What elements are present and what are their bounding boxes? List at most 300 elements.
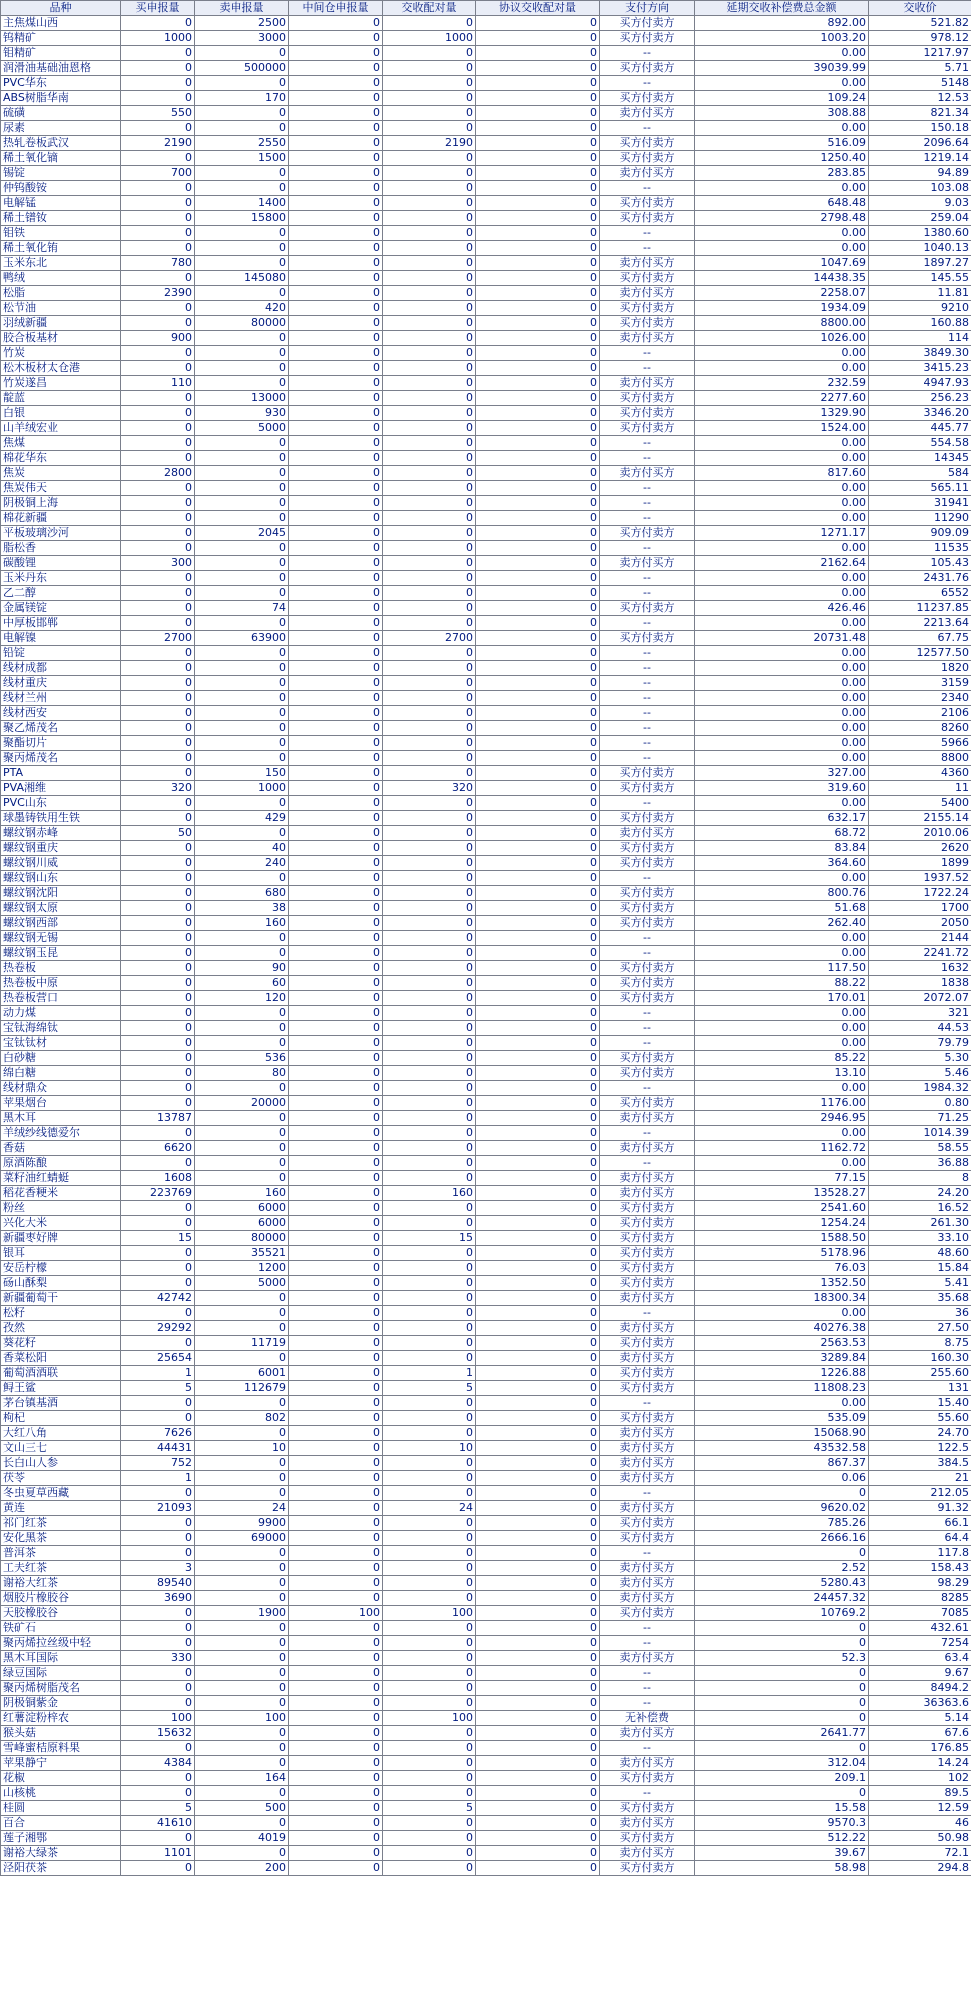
payment-direction-cell: --	[600, 1696, 695, 1711]
sell-declared-cell: 0	[195, 736, 289, 751]
variety-cell: 原酒陈酿	[1, 1156, 121, 1171]
agreement-matched-cell: 0	[476, 1681, 600, 1696]
header-buy-declared: 买申报量	[121, 1, 195, 16]
buy-declared-cell: 0	[121, 1666, 195, 1681]
variety-cell: 稀土氧化镝	[1, 151, 121, 166]
deferred-compensation-cell: 5178.96	[695, 1246, 869, 1261]
table-row	[1, 721, 971, 736]
payment-direction-cell: --	[600, 646, 695, 661]
matched-qty-cell: 0	[383, 676, 476, 691]
sell-declared-cell: 1200	[195, 1261, 289, 1276]
agreement-matched-cell: 0	[476, 766, 600, 781]
agreement-matched-cell: 0	[476, 61, 600, 76]
table-row	[1, 511, 971, 526]
deferred-compensation-cell: 2563.53	[695, 1336, 869, 1351]
delivery-price-cell: 909.09	[869, 526, 971, 541]
agreement-matched-cell: 0	[476, 436, 600, 451]
table-row	[1, 346, 971, 361]
delivery-price-cell: 4947.93	[869, 376, 971, 391]
agreement-matched-cell: 0	[476, 166, 600, 181]
sell-declared-cell: 0	[195, 181, 289, 196]
sell-declared-cell: 0	[195, 1681, 289, 1696]
delivery-price-cell: 160.30	[869, 1351, 971, 1366]
payment-direction-cell: 买方付卖方	[600, 91, 695, 106]
buy-declared-cell: 0	[121, 181, 195, 196]
matched-qty-cell: 0	[383, 1486, 476, 1501]
sell-declared-cell: 100	[195, 1711, 289, 1726]
deferred-compensation-cell: 0.00	[695, 46, 869, 61]
payment-direction-cell: --	[600, 1666, 695, 1681]
payment-direction-cell: 买方付卖方	[600, 316, 695, 331]
payment-direction-cell: 卖方付买方	[600, 1591, 695, 1606]
variety-cell: 焦炭伟天	[1, 481, 121, 496]
variety-cell: 平板玻璃沙河	[1, 526, 121, 541]
variety-cell: 棉花华东	[1, 451, 121, 466]
deferred-compensation-cell: 1934.09	[695, 301, 869, 316]
deferred-compensation-cell: 2258.07	[695, 286, 869, 301]
agreement-matched-cell: 0	[476, 136, 600, 151]
intermediate-declared-cell: 0	[289, 1696, 383, 1711]
buy-declared-cell: 0	[121, 421, 195, 436]
variety-cell: 烟胶片橡胶谷	[1, 1591, 121, 1606]
table-row	[1, 316, 971, 331]
variety-cell: 聚丙烯拉丝级中轻	[1, 1636, 121, 1651]
table-row	[1, 781, 971, 796]
buy-declared-cell: 1	[121, 1471, 195, 1486]
sell-declared-cell: 0	[195, 1651, 289, 1666]
matched-qty-cell: 0	[383, 826, 476, 841]
deferred-compensation-cell: 0.00	[695, 1396, 869, 1411]
variety-cell: 新疆枣好牌	[1, 1231, 121, 1246]
sell-declared-cell: 164	[195, 1771, 289, 1786]
table-row	[1, 676, 971, 691]
delivery-price-cell: 46	[869, 1816, 971, 1831]
delivery-price-cell: 160.88	[869, 316, 971, 331]
sell-declared-cell: 1000	[195, 781, 289, 796]
matched-qty-cell: 0	[383, 481, 476, 496]
matched-qty-cell: 0	[383, 391, 476, 406]
intermediate-declared-cell: 0	[289, 751, 383, 766]
sell-declared-cell: 200	[195, 1861, 289, 1876]
agreement-matched-cell: 0	[476, 181, 600, 196]
deferred-compensation-cell: 0.00	[695, 346, 869, 361]
intermediate-declared-cell: 0	[289, 1756, 383, 1771]
buy-declared-cell: 700	[121, 166, 195, 181]
buy-declared-cell: 42742	[121, 1291, 195, 1306]
matched-qty-cell: 1000	[383, 31, 476, 46]
buy-declared-cell: 0	[121, 1336, 195, 1351]
table-row	[1, 1231, 971, 1246]
variety-cell: 稻花香粳米	[1, 1186, 121, 1201]
buy-declared-cell: 0	[121, 316, 195, 331]
delivery-price-cell: 212.05	[869, 1486, 971, 1501]
delivery-price-cell: 91.32	[869, 1501, 971, 1516]
payment-direction-cell: 买方付卖方	[600, 1261, 695, 1276]
deferred-compensation-cell: 0.00	[695, 76, 869, 91]
matched-qty-cell: 0	[383, 256, 476, 271]
table-row	[1, 151, 971, 166]
buy-declared-cell: 0	[121, 916, 195, 931]
sell-declared-cell: 0	[195, 286, 289, 301]
variety-cell: 葵花籽	[1, 1336, 121, 1351]
buy-declared-cell: 0	[121, 46, 195, 61]
delivery-price-cell: 2213.64	[869, 616, 971, 631]
payment-direction-cell: 买方付卖方	[600, 526, 695, 541]
buy-declared-cell: 752	[121, 1456, 195, 1471]
variety-cell: 绿豆国际	[1, 1666, 121, 1681]
buy-declared-cell: 2390	[121, 286, 195, 301]
intermediate-declared-cell: 0	[289, 121, 383, 136]
agreement-matched-cell: 0	[476, 481, 600, 496]
delivery-price-cell: 565.11	[869, 481, 971, 496]
delivery-price-cell: 24.70	[869, 1426, 971, 1441]
buy-declared-cell: 0	[121, 991, 195, 1006]
buy-declared-cell: 13787	[121, 1111, 195, 1126]
table-row	[1, 556, 971, 571]
payment-direction-cell: --	[600, 1621, 695, 1636]
variety-cell: 热卷板营口	[1, 991, 121, 1006]
deferred-compensation-cell: 0	[695, 1486, 869, 1501]
payment-direction-cell: --	[600, 1306, 695, 1321]
matched-qty-cell: 0	[383, 316, 476, 331]
variety-cell: 靛蓝	[1, 391, 121, 406]
table-row	[1, 1861, 971, 1876]
intermediate-declared-cell: 0	[289, 61, 383, 76]
intermediate-declared-cell: 0	[289, 1651, 383, 1666]
buy-declared-cell: 0	[121, 1261, 195, 1276]
delivery-price-cell: 384.5	[869, 1456, 971, 1471]
matched-qty-cell: 0	[383, 466, 476, 481]
agreement-matched-cell: 0	[476, 721, 600, 736]
table-row	[1, 1621, 971, 1636]
agreement-matched-cell: 0	[476, 1381, 600, 1396]
variety-cell: 焦炭	[1, 466, 121, 481]
variety-cell: 安化黑茶	[1, 1531, 121, 1546]
sell-declared-cell: 90	[195, 961, 289, 976]
delivery-price-cell: 2340	[869, 691, 971, 706]
variety-cell: 螺纹钢赤峰	[1, 826, 121, 841]
matched-qty-cell: 0	[383, 1456, 476, 1471]
variety-cell: 尿素	[1, 121, 121, 136]
intermediate-declared-cell: 0	[289, 1036, 383, 1051]
matched-qty-cell: 0	[383, 226, 476, 241]
buy-declared-cell: 0	[121, 1696, 195, 1711]
sell-declared-cell: 2550	[195, 136, 289, 151]
variety-cell: 白银	[1, 406, 121, 421]
header-intermediate-declared: 中间仓申报量	[289, 1, 383, 16]
payment-direction-cell: --	[600, 1156, 695, 1171]
variety-cell: 焦煤	[1, 436, 121, 451]
variety-cell: 山羊绒宏业	[1, 421, 121, 436]
table-row	[1, 481, 971, 496]
intermediate-declared-cell: 0	[289, 946, 383, 961]
agreement-matched-cell: 0	[476, 1546, 600, 1561]
buy-declared-cell: 1608	[121, 1171, 195, 1186]
deferred-compensation-cell: 800.76	[695, 886, 869, 901]
buy-declared-cell: 1101	[121, 1846, 195, 1861]
variety-cell: 热轧卷板武汉	[1, 136, 121, 151]
sell-declared-cell: 38	[195, 901, 289, 916]
intermediate-declared-cell: 0	[289, 151, 383, 166]
agreement-matched-cell: 0	[476, 1291, 600, 1306]
variety-cell: 胶合板基材	[1, 331, 121, 346]
intermediate-declared-cell: 0	[289, 91, 383, 106]
payment-direction-cell: --	[600, 496, 695, 511]
matched-qty-cell: 0	[383, 1816, 476, 1831]
payment-direction-cell: --	[600, 1546, 695, 1561]
payment-direction-cell: 卖方付买方	[600, 1171, 695, 1186]
buy-declared-cell: 0	[121, 1531, 195, 1546]
delivery-price-cell: 94.89	[869, 166, 971, 181]
matched-qty-cell: 0	[383, 1621, 476, 1636]
delivery-price-cell: 1722.24	[869, 886, 971, 901]
intermediate-declared-cell: 0	[289, 1141, 383, 1156]
table-row	[1, 916, 971, 931]
payment-direction-cell: --	[600, 1126, 695, 1141]
matched-qty-cell: 0	[383, 1576, 476, 1591]
payment-direction-cell: 买方付卖方	[600, 1771, 695, 1786]
table-row	[1, 406, 971, 421]
intermediate-declared-cell: 0	[289, 661, 383, 676]
variety-cell: 聚丙烯树脂茂名	[1, 1681, 121, 1696]
buy-declared-cell: 0	[121, 301, 195, 316]
sell-declared-cell: 0	[195, 676, 289, 691]
table-row	[1, 946, 971, 961]
table-row	[1, 571, 971, 586]
table-row	[1, 1531, 971, 1546]
table-row	[1, 61, 971, 76]
matched-qty-cell: 0	[383, 736, 476, 751]
payment-direction-cell: --	[600, 46, 695, 61]
payment-direction-cell: 买方付卖方	[600, 1096, 695, 1111]
delivery-price-cell: 2096.64	[869, 136, 971, 151]
variety-cell: 红薯淀粉梓农	[1, 1711, 121, 1726]
payment-direction-cell: 卖方付买方	[600, 166, 695, 181]
payment-direction-cell: --	[600, 706, 695, 721]
delivery-price-cell: 145.55	[869, 271, 971, 286]
intermediate-declared-cell: 0	[289, 1156, 383, 1171]
intermediate-declared-cell: 0	[289, 1456, 383, 1471]
sell-declared-cell: 0	[195, 451, 289, 466]
variety-cell: 电解镍	[1, 631, 121, 646]
intermediate-declared-cell: 0	[289, 1561, 383, 1576]
matched-qty-cell: 10	[383, 1441, 476, 1456]
intermediate-declared-cell: 0	[289, 556, 383, 571]
table-row	[1, 451, 971, 466]
intermediate-declared-cell: 0	[289, 106, 383, 121]
payment-direction-cell: --	[600, 691, 695, 706]
sell-declared-cell: 0	[195, 751, 289, 766]
agreement-matched-cell: 0	[476, 76, 600, 91]
buy-declared-cell: 0	[121, 391, 195, 406]
buy-declared-cell: 0	[121, 1741, 195, 1756]
table-row	[1, 751, 971, 766]
variety-cell: 香菇	[1, 1141, 121, 1156]
matched-qty-cell: 0	[383, 646, 476, 661]
matched-qty-cell: 0	[383, 1756, 476, 1771]
buy-declared-cell: 0	[121, 961, 195, 976]
agreement-matched-cell: 0	[476, 1591, 600, 1606]
buy-declared-cell: 0	[121, 121, 195, 136]
table-row	[1, 1726, 971, 1741]
delivery-price-cell: 63.4	[869, 1651, 971, 1666]
delivery-price-cell: 259.04	[869, 211, 971, 226]
intermediate-declared-cell: 0	[289, 916, 383, 931]
deferred-compensation-cell: 0	[695, 1666, 869, 1681]
payment-direction-cell: --	[600, 241, 695, 256]
agreement-matched-cell: 0	[476, 1651, 600, 1666]
matched-qty-cell: 0	[383, 1051, 476, 1066]
payment-direction-cell: 买方付卖方	[600, 1516, 695, 1531]
variety-cell: 线材成都	[1, 661, 121, 676]
buy-declared-cell: 0	[121, 346, 195, 361]
matched-qty-cell: 0	[383, 181, 476, 196]
deferred-compensation-cell: 2277.60	[695, 391, 869, 406]
matched-qty-cell: 0	[383, 1726, 476, 1741]
matched-qty-cell: 0	[383, 1351, 476, 1366]
variety-cell: 鸭绒	[1, 271, 121, 286]
buy-declared-cell: 223769	[121, 1186, 195, 1201]
buy-declared-cell: 6620	[121, 1141, 195, 1156]
intermediate-declared-cell: 0	[289, 721, 383, 736]
deferred-compensation-cell: 9620.02	[695, 1501, 869, 1516]
payment-direction-cell: 买方付卖方	[600, 856, 695, 871]
agreement-matched-cell: 0	[476, 1126, 600, 1141]
table-row	[1, 1351, 971, 1366]
variety-cell: PTA	[1, 766, 121, 781]
agreement-matched-cell: 0	[476, 661, 600, 676]
matched-qty-cell: 0	[383, 961, 476, 976]
sell-declared-cell: 6000	[195, 1201, 289, 1216]
delivery-price-cell: 12.59	[869, 1801, 971, 1816]
delivery-price-cell: 114	[869, 331, 971, 346]
buy-declared-cell: 0	[121, 1621, 195, 1636]
sell-declared-cell: 80000	[195, 316, 289, 331]
deferred-compensation-cell: 1271.17	[695, 526, 869, 541]
intermediate-declared-cell: 0	[289, 1231, 383, 1246]
matched-qty-cell: 0	[383, 46, 476, 61]
deferred-compensation-cell: 209.1	[695, 1771, 869, 1786]
payment-direction-cell: 买方付卖方	[600, 1336, 695, 1351]
delivery-price-cell: 64.4	[869, 1531, 971, 1546]
sell-declared-cell: 0	[195, 571, 289, 586]
table-row	[1, 1246, 971, 1261]
payment-direction-cell: 买方付卖方	[600, 916, 695, 931]
delivery-price-cell: 11237.85	[869, 601, 971, 616]
sell-declared-cell: 0	[195, 1816, 289, 1831]
sell-declared-cell: 0	[195, 1111, 289, 1126]
matched-qty-cell: 15	[383, 1231, 476, 1246]
delivery-price-cell: 3415.23	[869, 361, 971, 376]
payment-direction-cell: --	[600, 661, 695, 676]
deferred-compensation-cell: 0.00	[695, 946, 869, 961]
sell-declared-cell: 1500	[195, 151, 289, 166]
payment-direction-cell: 买方付卖方	[600, 1201, 695, 1216]
agreement-matched-cell: 0	[476, 1771, 600, 1786]
buy-declared-cell: 0	[121, 1546, 195, 1561]
buy-declared-cell: 0	[121, 1636, 195, 1651]
delivery-price-cell: 2155.14	[869, 811, 971, 826]
intermediate-declared-cell: 0	[289, 241, 383, 256]
matched-qty-cell: 0	[383, 16, 476, 31]
matched-qty-cell: 0	[383, 1111, 476, 1126]
matched-qty-cell: 0	[383, 886, 476, 901]
deferred-compensation-cell: 1250.40	[695, 151, 869, 166]
matched-qty-cell: 0	[383, 1006, 476, 1021]
matched-qty-cell: 0	[383, 1261, 476, 1276]
deferred-compensation-cell: 632.17	[695, 811, 869, 826]
sell-declared-cell: 0	[195, 166, 289, 181]
buy-declared-cell: 0	[121, 1246, 195, 1261]
intermediate-declared-cell: 0	[289, 1681, 383, 1696]
intermediate-declared-cell: 0	[289, 886, 383, 901]
variety-cell: 松籽	[1, 1306, 121, 1321]
variety-cell: 稀土氧化铕	[1, 241, 121, 256]
payment-direction-cell: --	[600, 1081, 695, 1096]
deferred-compensation-cell: 1254.24	[695, 1216, 869, 1231]
buy-declared-cell: 0	[121, 901, 195, 916]
table-row	[1, 1066, 971, 1081]
deferred-compensation-cell: 0.00	[695, 691, 869, 706]
matched-qty-cell: 0	[383, 1846, 476, 1861]
payment-direction-cell: --	[600, 571, 695, 586]
deferred-compensation-cell: 2798.48	[695, 211, 869, 226]
payment-direction-cell: 卖方付买方	[600, 1351, 695, 1366]
payment-direction-cell: --	[600, 76, 695, 91]
delivery-price-cell: 1984.32	[869, 1081, 971, 1096]
payment-direction-cell: 买方付卖方	[600, 1531, 695, 1546]
agreement-matched-cell: 0	[476, 1156, 600, 1171]
matched-qty-cell: 0	[383, 841, 476, 856]
buy-declared-cell: 0	[121, 646, 195, 661]
intermediate-declared-cell: 0	[289, 346, 383, 361]
variety-cell: 钨精矿	[1, 31, 121, 46]
payment-direction-cell: 买方付卖方	[600, 391, 695, 406]
buy-declared-cell: 0	[121, 871, 195, 886]
agreement-matched-cell: 0	[476, 1276, 600, 1291]
agreement-matched-cell: 0	[476, 1036, 600, 1051]
payment-direction-cell: 卖方付买方	[600, 1426, 695, 1441]
delivery-price-cell: 1380.60	[869, 226, 971, 241]
intermediate-declared-cell: 0	[289, 826, 383, 841]
delivery-price-cell: 5.30	[869, 1051, 971, 1066]
matched-qty-cell: 0	[383, 346, 476, 361]
intermediate-declared-cell: 0	[289, 1081, 383, 1096]
matched-qty-cell: 0	[383, 751, 476, 766]
sell-declared-cell: 9900	[195, 1516, 289, 1531]
payment-direction-cell: --	[600, 1486, 695, 1501]
table-row	[1, 1681, 971, 1696]
delivery-price-cell: 11535	[869, 541, 971, 556]
header-variety: 品种	[1, 1, 121, 16]
table-row	[1, 226, 971, 241]
table-row	[1, 496, 971, 511]
intermediate-declared-cell: 0	[289, 1591, 383, 1606]
agreement-matched-cell: 0	[476, 286, 600, 301]
deferred-compensation-cell: 0.00	[695, 1156, 869, 1171]
table-row	[1, 976, 971, 991]
deferred-compensation-cell: 0.00	[695, 931, 869, 946]
payment-direction-cell: --	[600, 751, 695, 766]
payment-direction-cell: --	[600, 586, 695, 601]
intermediate-declared-cell: 0	[289, 1126, 383, 1141]
intermediate-declared-cell: 0	[289, 256, 383, 271]
sell-declared-cell: 150	[195, 766, 289, 781]
payment-direction-cell: 买方付卖方	[600, 886, 695, 901]
intermediate-declared-cell: 0	[289, 1486, 383, 1501]
sell-declared-cell: 0	[195, 1426, 289, 1441]
variety-cell: 硫磺	[1, 106, 121, 121]
